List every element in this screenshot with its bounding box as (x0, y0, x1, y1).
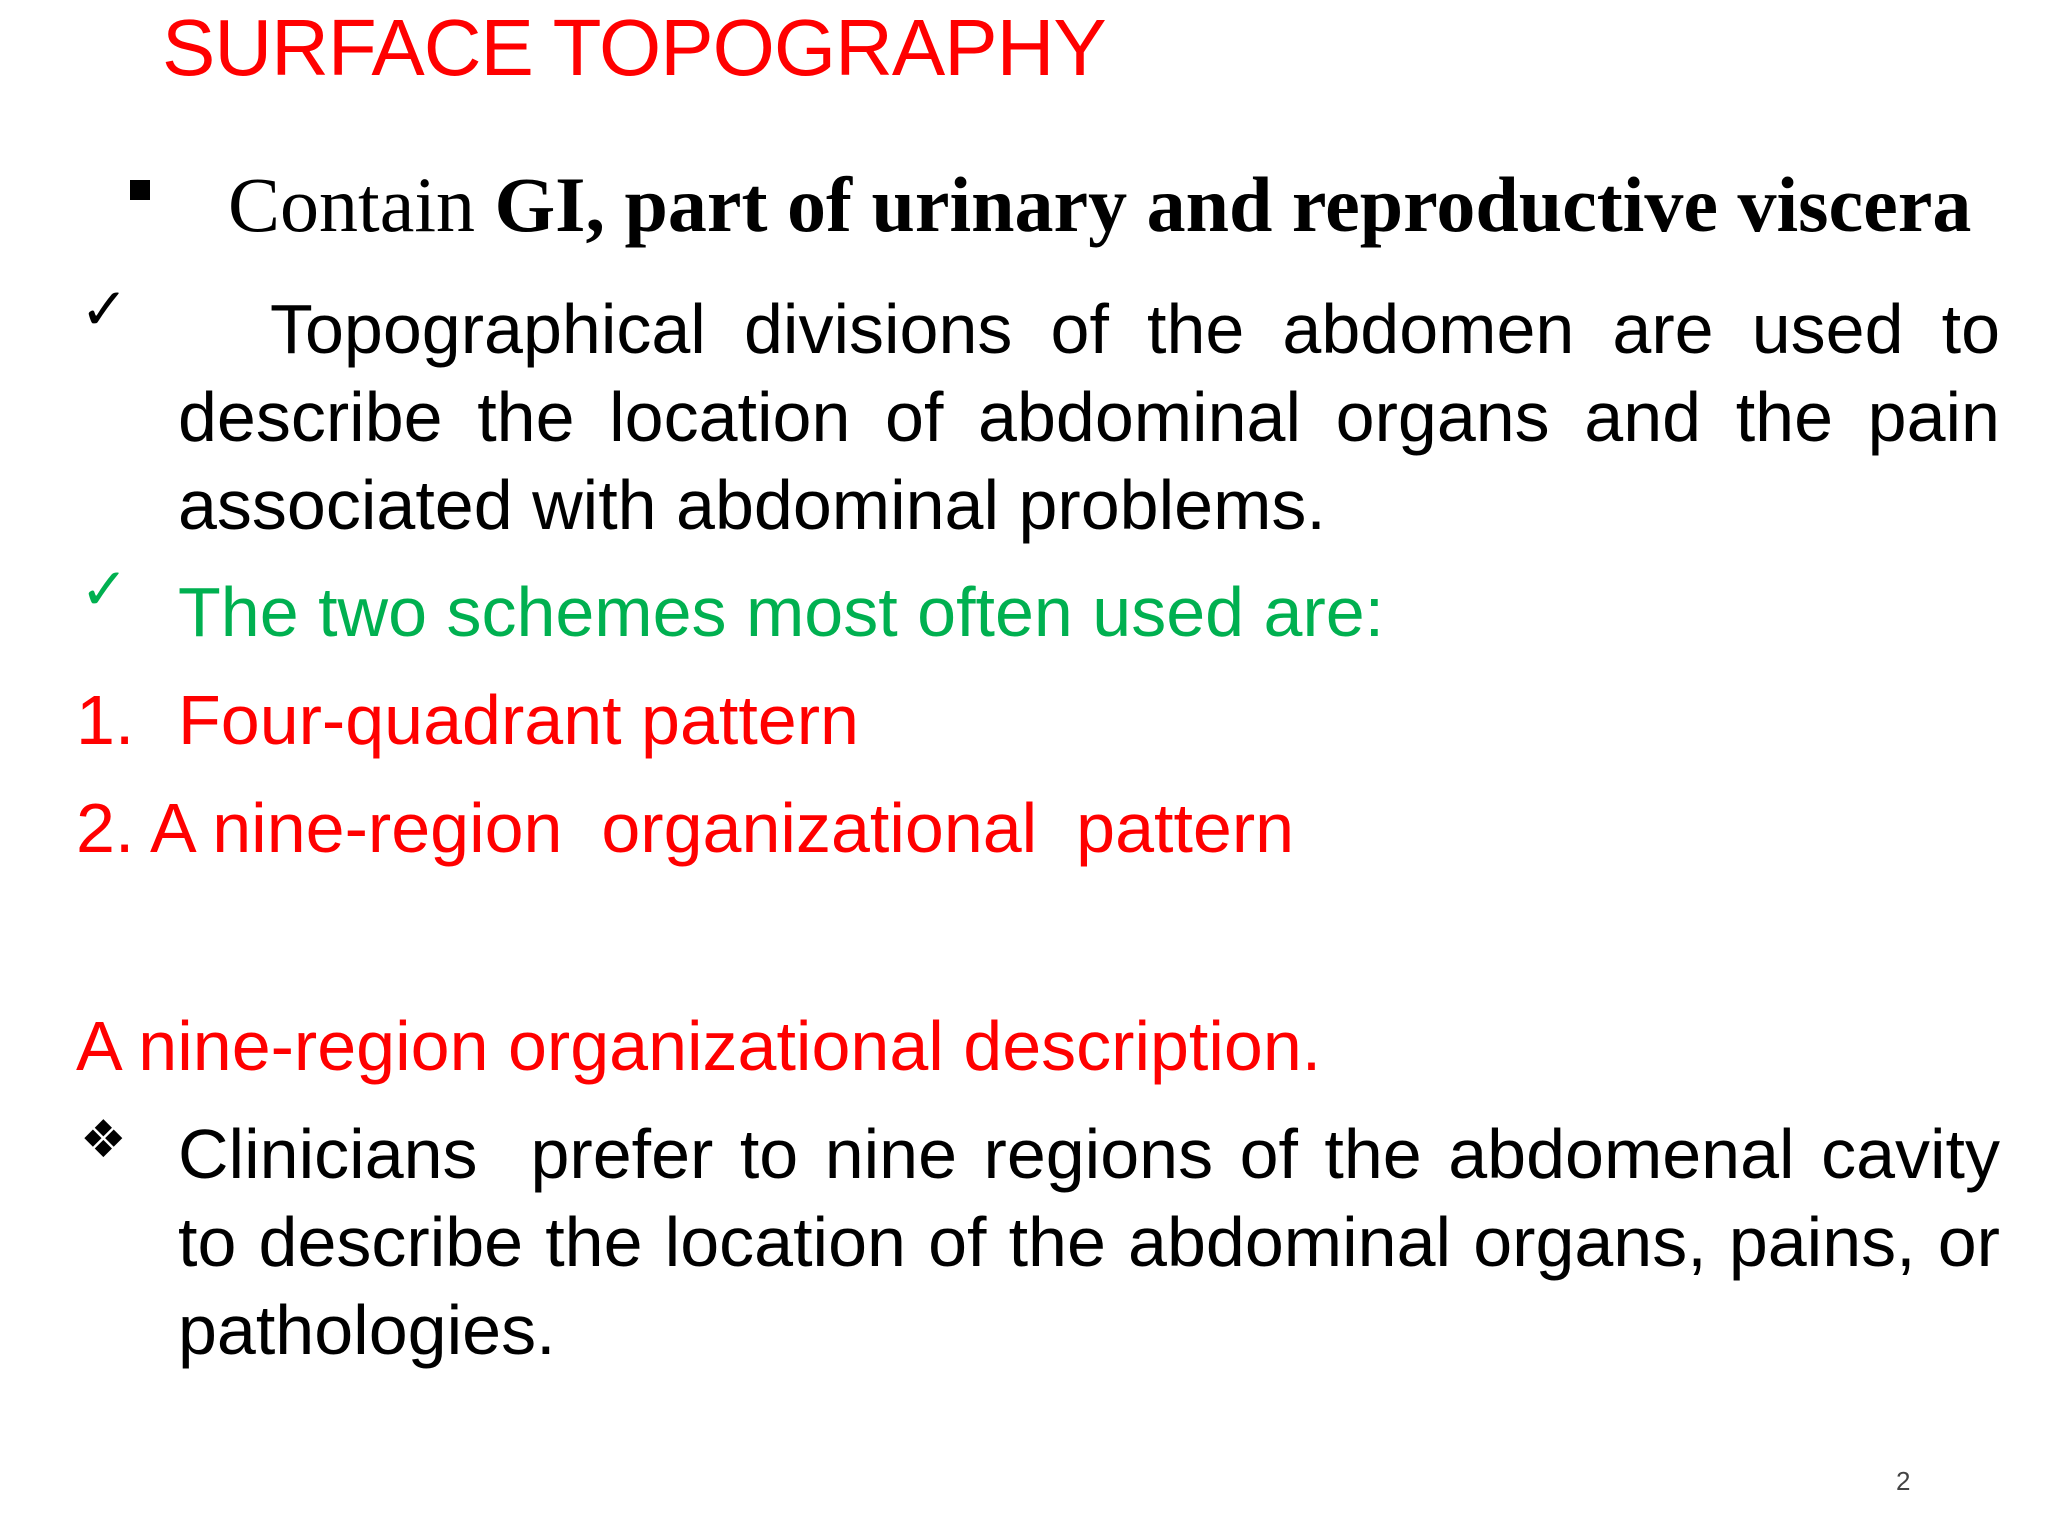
page-number: 2 (1896, 1466, 1911, 1496)
clinicians-paragraph-text: Clinicians prefer to nine regions of the abdomenal cavity to describe the location of the abdominal organs, pains, or pathologies. (178, 1115, 2020, 1369)
nine-region-heading: A nine-region organizational description. (76, 1007, 1322, 1085)
checkmark-icon-green: ✓ (80, 555, 129, 623)
bullet-contain-normal: Contain (228, 161, 495, 248)
item1-text: Four-quadrant pattern (178, 681, 859, 759)
slide-title: SURFACE TOPOGRAPHY (162, 3, 1106, 92)
topographical-paragraph-text: Topographical divisions of the abdomen are used to describe the location of abdominal organs and the pain associated with abdominal problems. (178, 290, 2000, 544)
bullet-contain (228, 160, 1971, 250)
schemes-intro: The two schemes most often used are: (178, 573, 1385, 651)
checkmark-icon: ✓ (80, 275, 129, 343)
topographical-paragraph (178, 285, 2000, 549)
bullet-contain-bold: GI, part of urinary and reproductive viscera (494, 161, 1972, 248)
square-bullet-icon (130, 180, 150, 200)
item1-number: 1. (76, 681, 135, 759)
clinicians-paragraph (178, 1110, 2020, 1374)
item2-text: 2. A nine-region organizational pattern (76, 789, 1295, 867)
diamond-bullet-icon: ❖ (80, 1110, 127, 1170)
